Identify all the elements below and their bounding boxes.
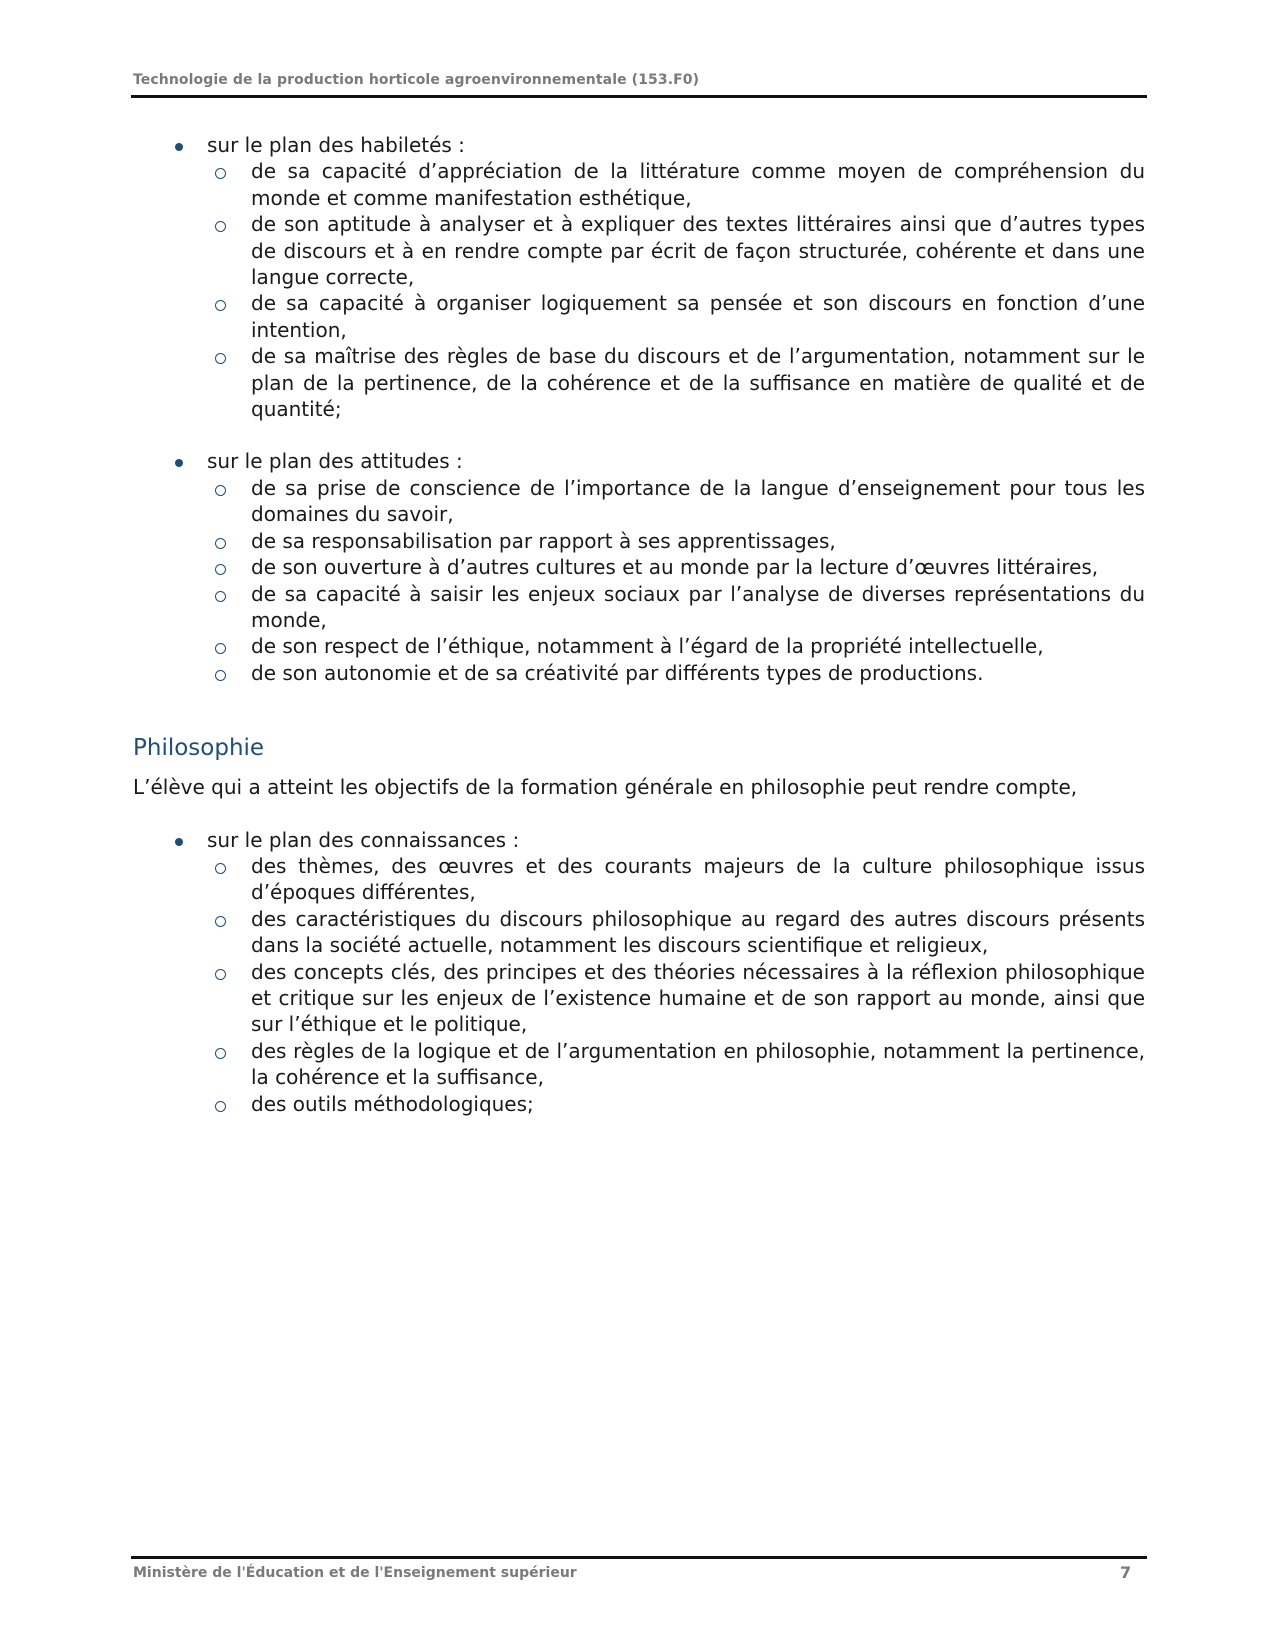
circle-bullet-icon: [215, 1048, 226, 1059]
section-connaissances: [133, 827, 1145, 1117]
sub-list: [133, 475, 1145, 686]
circle-bullet-icon: [215, 485, 226, 496]
section-attitudes: [133, 448, 1145, 686]
circle-bullet-icon: [215, 168, 226, 179]
circle-bullet-icon: [215, 1101, 226, 1112]
bullet-dot-icon: [175, 838, 183, 846]
list-item: des outils méthodologiques;: [133, 1091, 1145, 1117]
circle-bullet-icon: [215, 564, 226, 575]
list-item: de son respect de l’éthique, notamment à l’égard de la propriété intellectuelle,: [133, 633, 1145, 659]
spacer: [133, 422, 1145, 448]
bullet-label: sur le plan des connaissances :: [207, 827, 520, 852]
list-item: de sa responsabilisation par rapport à ses apprentissages,: [133, 528, 1145, 554]
bullet-item: [133, 448, 1145, 474]
intro-paragraph: L’élève qui a atteint les objectifs de la formation générale en philosophie peut rendre compte,: [133, 775, 1078, 800]
list-item: des concepts clés, des principes et des théories nécessaires à la réflexion philosophique et critique sur les enjeux de l’existence humaine et de son rapport au monde, ainsi que sur l’éthique et le politique,: [133, 959, 1145, 1038]
bullet-item: [133, 827, 1145, 853]
list-item: de son autonomie et de sa créativité par différents types de productions.: [133, 660, 1145, 686]
bullet-label: sur le plan des attitudes :: [207, 449, 463, 474]
circle-bullet-icon: [215, 916, 226, 927]
circle-bullet-icon: [215, 643, 226, 654]
list-item: de son aptitude à analyser et à expliquer des textes littéraires ainsi que d’autres types de discours et à en rendre compte par écrit de façon structurée, cohérente et dans une langue correcte,: [133, 211, 1145, 290]
sub-list: [133, 158, 1145, 422]
list-item: de sa prise de conscience de l’importance de la langue d’enseignement pour tous les domaines du savoir,: [133, 475, 1145, 528]
circle-bullet-icon: [215, 221, 226, 232]
list-item: des règles de la logique et de l’argumentation en philosophie, notamment la pertinence, la cohérence et la suffisance,: [133, 1038, 1145, 1091]
circle-bullet-icon: [215, 591, 226, 602]
circle-bullet-icon: [215, 670, 226, 681]
section-heading: Philosophie: [133, 735, 265, 762]
bullet-label: sur le plan des habiletés :: [207, 133, 465, 157]
footer-ministry: Ministère de l'Éducation et de l'Enseignement supérieur: [133, 1565, 577, 1581]
list-item: de sa capacité à saisir les enjeux sociaux par l’analyse de diverses représentations du monde,: [133, 581, 1145, 634]
bullet-dot-icon: [175, 459, 183, 467]
section-habiletes: [133, 132, 1145, 422]
list-item: de son ouverture à d’autres cultures et au monde par la lecture d’œuvres littéraires,: [133, 554, 1145, 580]
circle-bullet-icon: [215, 863, 226, 874]
list-item: de sa capacité d’appréciation de la littérature comme moyen de compréhension du monde et comme manifestation esthétique,: [133, 158, 1145, 211]
list-item: des caractéristiques du discours philosophique au regard des autres discours présents dans la société actuelle, notamment les discours scientifique et religieux,: [133, 906, 1145, 959]
page-body: [133, 132, 1145, 1117]
circle-bullet-icon: [215, 300, 226, 311]
circle-bullet-icon: [215, 538, 226, 549]
page-number: 7: [1120, 1563, 1132, 1582]
list-item: des thèmes, des œuvres et des courants majeurs de la culture philosophique issus d’époques différentes,: [133, 853, 1145, 906]
circle-bullet-icon: [215, 353, 226, 364]
header-rule: [131, 95, 1147, 98]
sub-list: [133, 853, 1145, 1117]
circle-bullet-icon: [215, 969, 226, 980]
footer-rule: [131, 1556, 1147, 1559]
bullet-dot-icon: [175, 143, 183, 151]
list-item: de sa maîtrise des règles de base du discours et de l’argumentation, notamment sur le plan de la pertinence, de la cohérence et de la suffisance en matière de qualité et de quantité;: [133, 343, 1145, 422]
bullet-item: [133, 132, 1145, 158]
list-item: de sa capacité à organiser logiquement sa pensée et son discours en fonction d’une intention,: [133, 290, 1145, 343]
running-header: Technologie de la production horticole agroenvironnementale (153.F0): [133, 72, 700, 88]
